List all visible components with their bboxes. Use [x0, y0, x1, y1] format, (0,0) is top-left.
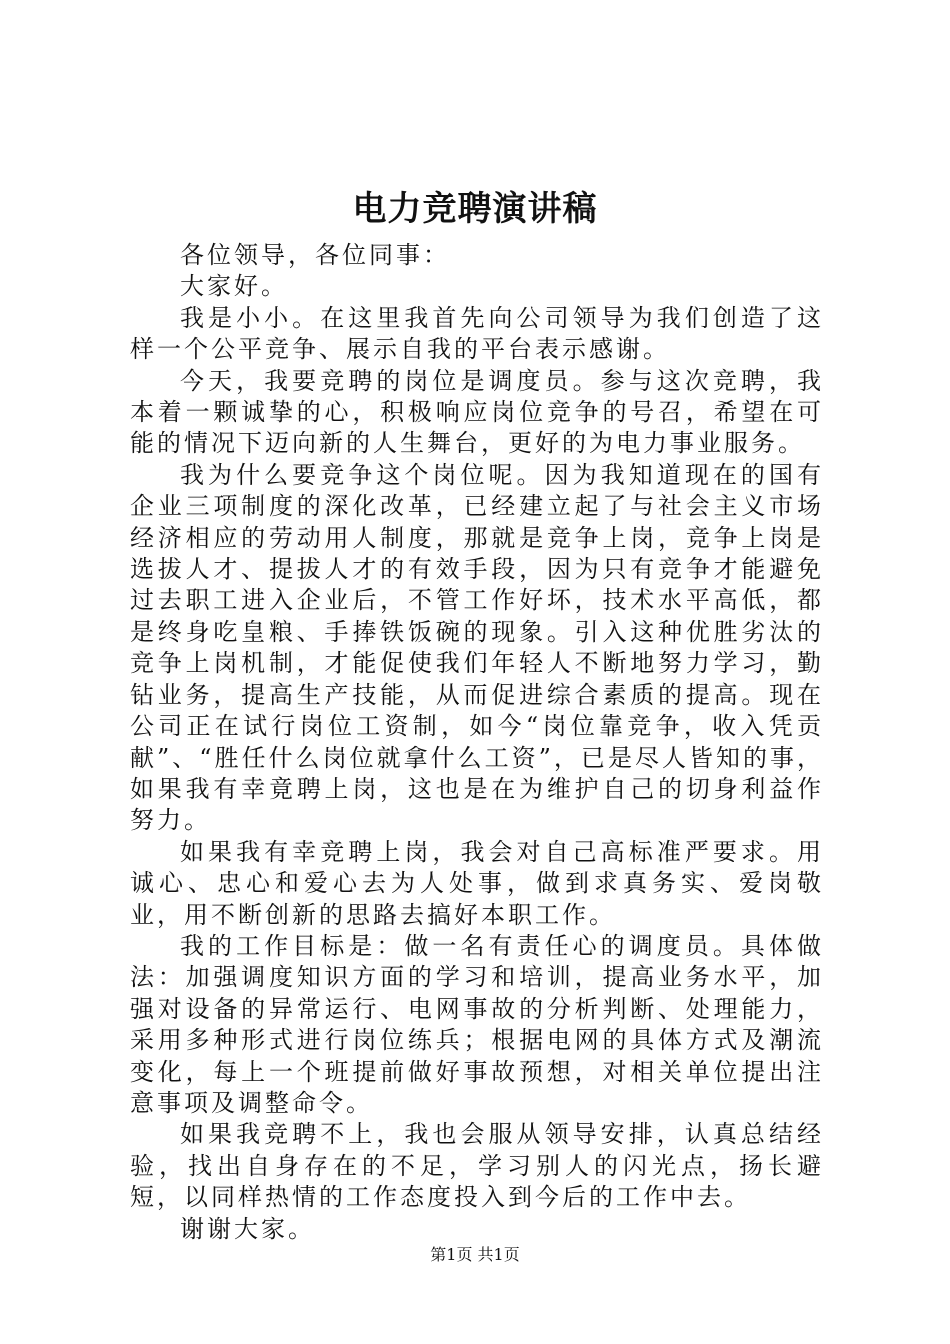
salutation-paragraph: 各位领导，各位同事：	[180, 241, 450, 269]
greeting-paragraph: 大家好。	[180, 272, 288, 301]
body-paragraph: 我的工作目标是：做一名有责任心的调度员。具体做法：加强调度知识方面的学习和培训，提高业务水平，加强对设备的异常运行、电网事故的分析判断、处理能力，采用多种形式进行岗位练兵；根据电网的具体方式及潮流变化，每上一个班提前做好事故预想，对相关单位提出注意事项及调整命令。	[130, 931, 824, 1117]
body-paragraph: 我是小小。在这里我首先向公司领导为我们创造了这样一个公平竞争、展示自我的平台表示感谢。	[130, 303, 824, 364]
body-paragraph: 如果我竞聘不上，我也会服从领导安排，认真总结经验，找出自身存在的不足，学习别人的闪光点，扬长避短，以同样热情的工作态度投入到今后的工作中去。	[130, 1120, 824, 1212]
body-paragraph: 我为什么要竞争这个岗位呢。因为我知道现在的国有企业三项制度的深化改革，已经建立起了与社会主义市场经济相应的劳动用人制度，那就是竞争上岗，竞争上岗是选拔人才、提拔人才的有效手段，因为只有竞争才能避免过去职工进入企业后，不管工作好坏，技术水平高低，都是终身吃皇粮、手捧铁饭碗的现象。引入这种优胜劣汰的竞争上岗机制，才能促使我们年轻人不断地努力学习，勤钻业务，提高生产技能，从而促进综合素质的提高。现在公司正在试行岗位工资制，如今“岗位靠竞争，收入凭贡献”、“胜任什么岗位就拿什么工资”，已是尽人皆知的事，如果我有幸竟聘上岗，这也是在为维护自己的切身利益作努力。	[130, 460, 824, 835]
page-number-footer: 第1页 共1页	[430, 1245, 520, 1264]
body-paragraph: 今天，我要竞聘的岗位是调度员。参与这次竞聘，我本着一颗诚挚的心，积极响应岗位竞争的号召，希望在可能的情况下迈向新的人生舞台，更好的为电力事业服务。	[130, 366, 824, 458]
body-paragraph: 如果我有幸竞聘上岗，我会对自己高标准严要求。用诚心、忠心和爱心去为人处事，做到求真务实、爱岗敬业，用不断创新的思路去搞好本职工作。	[130, 837, 824, 929]
document-body	[130, 240, 824, 1245]
document-title: 电力竞聘演讲稿	[352, 189, 598, 229]
closing-paragraph: 谢谢大家。	[180, 1214, 315, 1243]
